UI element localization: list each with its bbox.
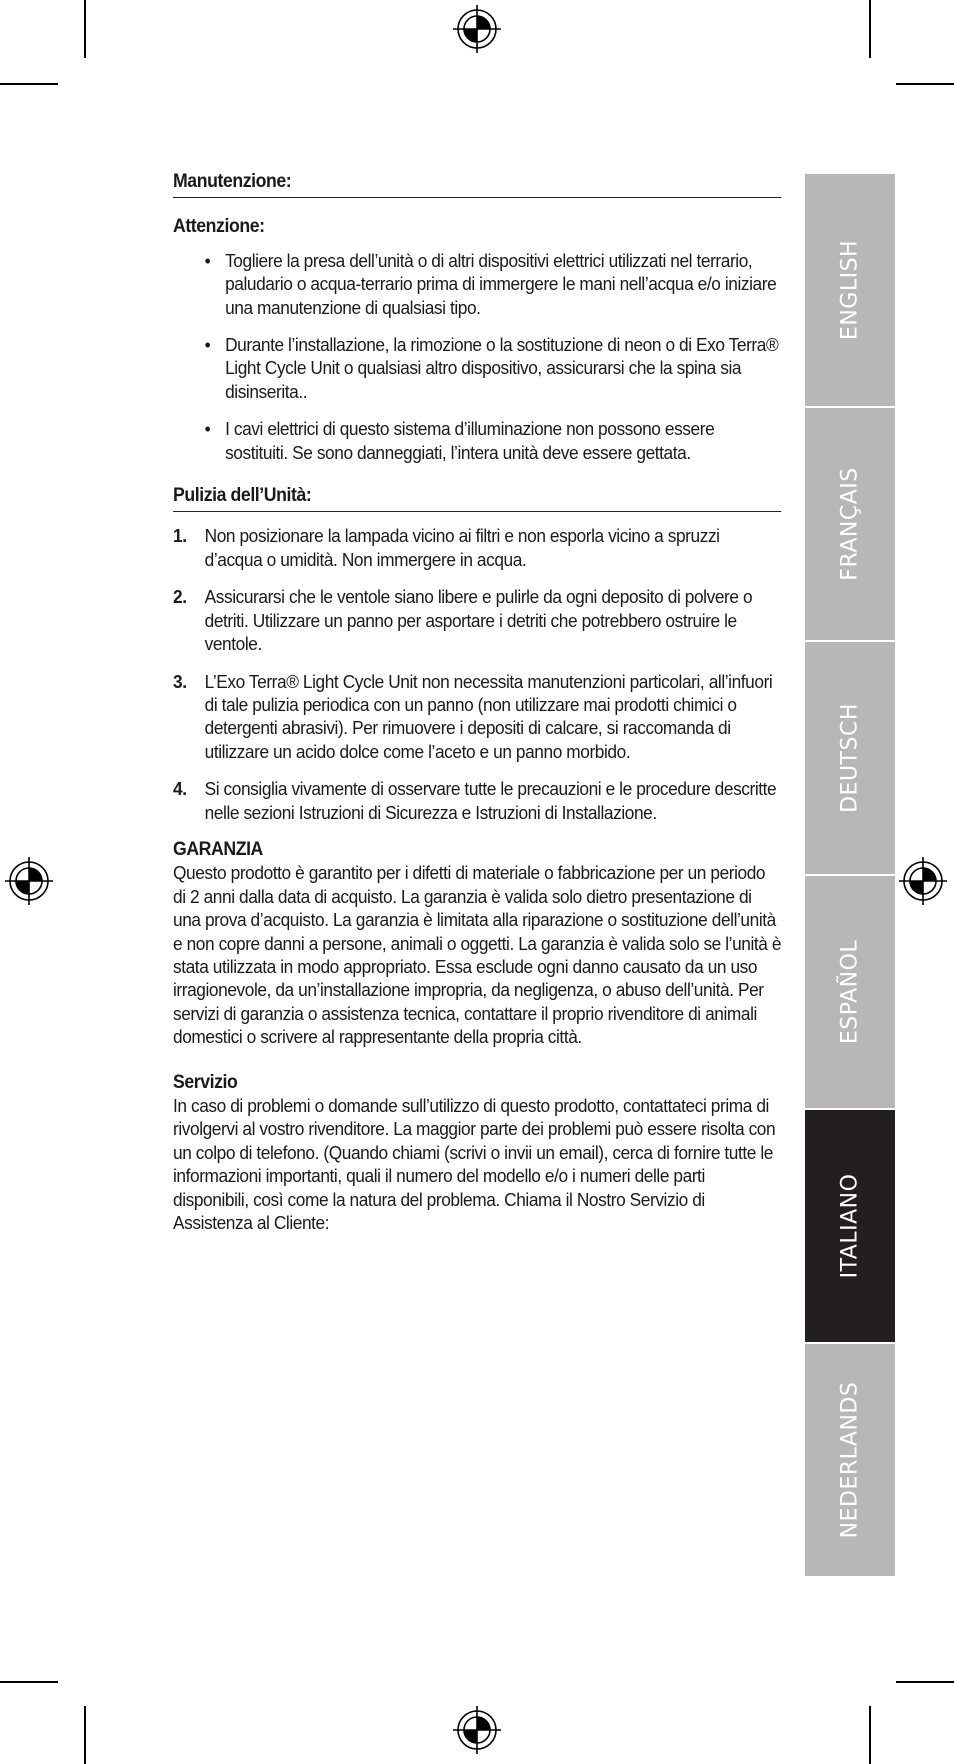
warranty-heading: GARANZIA — [173, 838, 263, 860]
crop-mark — [0, 83, 58, 85]
maintenance-heading: Manutenzione: — [173, 170, 781, 198]
list-item — [173, 777, 781, 824]
registration-mark-icon — [453, 1706, 501, 1754]
list-item — [173, 524, 781, 571]
tab-label: ENGLISH — [837, 239, 863, 341]
tab-espanol[interactable] — [805, 876, 895, 1110]
step-number: 1. — [173, 525, 187, 547]
crop-mark — [869, 0, 871, 58]
registration-mark-icon — [5, 857, 53, 905]
crop-mark — [84, 0, 86, 58]
tab-italiano[interactable] — [805, 1110, 895, 1344]
step-text: Non posizionare la lampada vicino ai filtri e non esporla vicino a spruzzi d’acqua o umidità. Non immergere in acqua. — [204, 525, 720, 570]
bullet-text: Durante l’installazione, la rimozione o la sostituzione di neon o di Exo Terra® Light Cycle Unit o qualsiasi altro dispositivo, assicurarsi che la spina sia disinserita.. — [225, 334, 779, 402]
tab-label: ITALIANO — [837, 1173, 863, 1279]
step-number: 4. — [173, 778, 187, 800]
step-text: Si consiglia vivamente di osservare tutte le precauzioni e le procedure descritte nelle sezioni Istruzioni di Sicurezza e Istruzioni di Installazione. — [204, 778, 777, 823]
tab-english[interactable] — [805, 174, 895, 408]
attention-heading: Attenzione: — [173, 216, 265, 238]
crop-mark — [896, 1681, 954, 1683]
crop-mark — [84, 1706, 86, 1764]
warranty-text: Questo prodotto è garantito per i difetti di materiale o fabbricazione per un periodo di 2 anni dalla data di acquisto. La garanzia è valida solo dietro presentazione di una prova d’acquisto. La garanzia è limitata alla riparazione o sostituzione dell’unità e non copre danni a persone, animali o oggetti. La garanzia è valida solo se l’unità è stata utilizzata in modo appropriato. Essa esclude ogni danno causato da un uso irragionevole, da un’installazione impropria, da negligenza, o abuso dell’unità. Per servizi di garanzia o assistenza tecnica, contattare il proprio rivenditore di animali domestici o scrivere al rappresentante della propria città. — [173, 862, 782, 1048]
crop-mark — [869, 1706, 871, 1764]
tab-deutsch[interactable] — [805, 642, 895, 876]
bullet-text: I cavi elettrici di questo sistema d’illuminazione non possono essere sostituiti. Se sono danneggiati, l’intera unità deve essere gettata. — [225, 418, 715, 463]
step-text: L’Exo Terra® Light Cycle Unit non necessita manutenzioni particolari, all’infuori di tale pulizia periodica con un panno (non utilizzare mai prodotti chimici o detergenti abrasivi). Per rimuovere i depositi di calcare, si raccomanda di utilizzare un acido dolce come l’aceto e un panno morbido. — [204, 670, 773, 762]
service-heading: Servizio — [173, 1071, 238, 1093]
cleaning-steps — [173, 524, 781, 823]
registration-mark-icon — [899, 857, 947, 905]
crop-mark — [896, 83, 954, 85]
tab-label: NEDERLANDS — [837, 1381, 863, 1539]
tab-label: DEUTSCH — [837, 703, 863, 813]
list-item: • I cavi elettrici di questo sistema d’illuminazione non possono essere sostituiti. Se sono danneggiati, l’intera unità deve essere gettata. — [204, 418, 715, 463]
tab-label: ESPAÑOL — [837, 939, 863, 1045]
tab-nederlands[interactable] — [805, 1344, 895, 1578]
list-item — [173, 670, 781, 764]
tab-francais[interactable] — [805, 408, 895, 642]
crop-mark — [0, 1681, 58, 1683]
manual-page-content — [173, 170, 782, 1234]
attention-list — [173, 249, 781, 464]
cleaning-heading: Pulizia dell’Unità: — [173, 484, 781, 512]
language-tabs — [805, 174, 895, 1578]
registration-mark-icon — [453, 5, 501, 53]
list-item: • Durante l’installazione, la rimozione o la sostituzione di neon o di Exo Terra® Light Cycle Unit o qualsiasi altro dispositivo, assicurarsi che la spina sia disinserita.. — [204, 334, 779, 402]
list-item — [173, 585, 781, 655]
service-text: In caso di problemi o domande sull’utilizzo di questo prodotto, contattateci prima di rivolgervi al vostro rivenditore. La maggior parte dei problemi può essere risolta con un colpo di telefono. (Quando chiami (scrivi o invii un email), cerca di fornire tutte le informazioni importanti, quali il numero del modello e/o i numeri delle parti disponibili, così come la natura del problema. Chiama il Nostro Servizio di Assistenza al Cliente: — [173, 1095, 776, 1234]
step-text: Assicurarsi che le ventole siano libere e pulirle da ogni deposito di polvere o detriti. Utilizzare un panno per asportare i detriti che potrebbero ostruire le ventole. — [204, 586, 753, 655]
step-number: 2. — [173, 586, 187, 608]
step-number: 3. — [173, 670, 187, 692]
list-item: • Togliere la presa dell’unità o di altri dispositivi elettrici utilizzati nel terrario, paludario o acqua-terrario prima di immergere le mani nell’acqua e/o iniziare una manutenzione di qualsiasi tipo. — [204, 249, 777, 318]
bullet-text: Togliere la presa dell’unità o di altri dispositivi elettrici utilizzati nel terrario, paludario o acqua-terrario prima di immergere le mani nell’acqua e/o iniziare una manutenzione di qualsiasi tipo. — [225, 249, 777, 318]
tab-label: FRANÇAIS — [837, 467, 863, 581]
